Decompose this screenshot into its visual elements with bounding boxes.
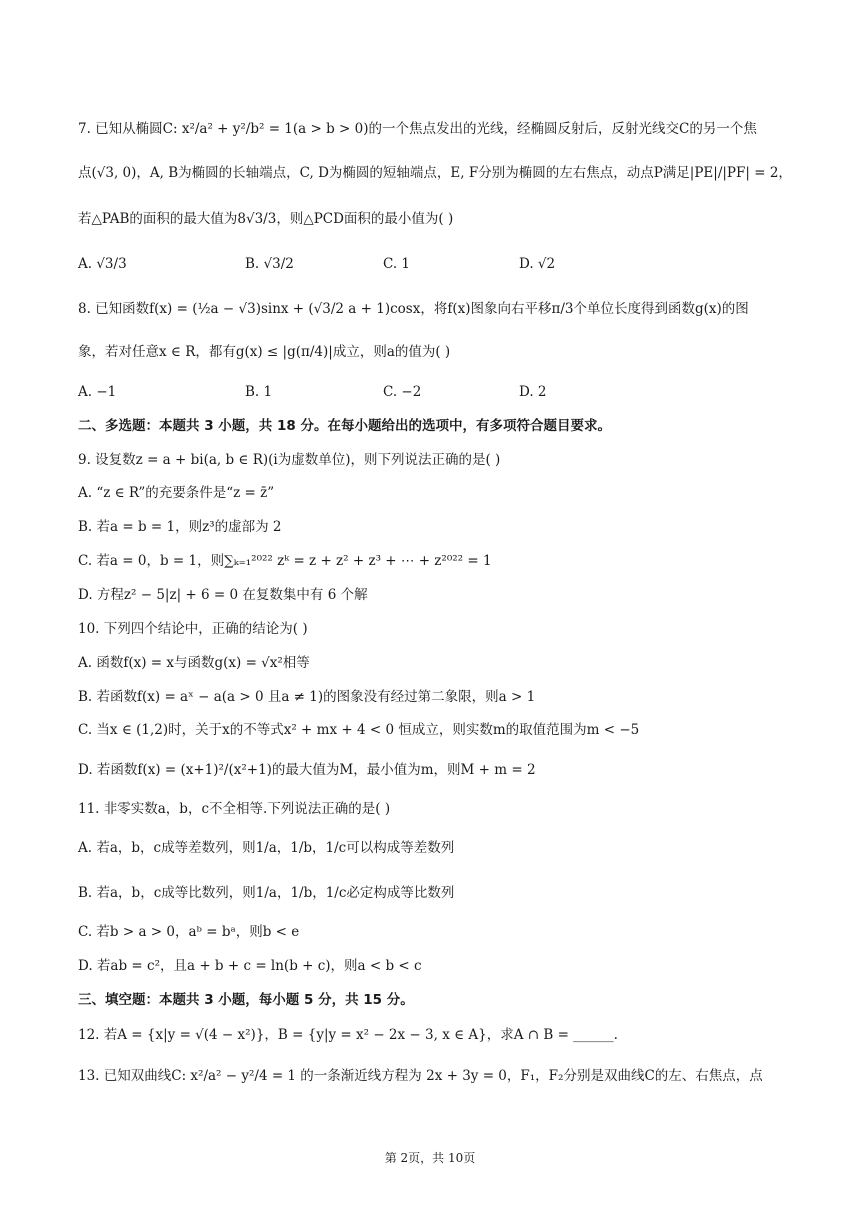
q10-stem: 10. 下列四个结论中，正确的结论为( ) xyxy=(78,621,308,637)
q10-option-a: A. 函数f(x) = x与函数g(x) = √x²相等 xyxy=(78,655,310,671)
q8-line-2: 象，若对任意x ∈ R，都有g(x) ≤ |g(π/4)|成立，则a的值为( ) xyxy=(78,344,451,360)
q7-option-c: C. 1 xyxy=(383,256,411,272)
q11-option-a: A. 若a，b，c成等差数列，则1/a，1/b，1/c可以构成等差数列 xyxy=(78,840,455,856)
q11-stem: 11. 非零实数a，b，c不全相等.下列说法正确的是( ) xyxy=(78,801,391,817)
q8-line-1: 8. 已知函数f(x) = (½a − √3)sinx + (√3/2 a + 1)cosx，将f(x)图象向右平移π/3个单位长度得到函数g(x)的图 xyxy=(78,301,749,317)
q8-option-a: A. −1 xyxy=(78,384,117,400)
q11-option-c: C. 若b > a > 0，aᵇ = bᵃ，则b < e xyxy=(78,924,300,940)
page-footer: 第 2页，共 10页 xyxy=(384,1151,476,1165)
section-3-heading: 三、填空题：本题共 3 小题，每小题 5 分，共 15 分。 xyxy=(78,992,414,1008)
q9-option-b: B. 若a = b = 1，则z³的虚部为 2 xyxy=(78,519,282,535)
q10-option-b: B. 若函数f(x) = aˣ − a(a > 0 且a ≠ 1)的图象没有经过第二象限，则a > 1 xyxy=(78,689,536,705)
q7-line-3: 若△PAB的面积的最大值为8√3/3，则△PCD面积的最小值为( ) xyxy=(78,211,454,227)
q8-option-d: D. 2 xyxy=(519,384,547,400)
q7-line-1: 7. 已知从椭圆C: x²/a² + y²/b² = 1(a > b > 0)的一个焦点发出的光线，经椭圆反射后，反射光线交C的另一个焦 xyxy=(78,121,757,137)
q13-line-1: 13. 已知双曲线C: x²/a² − y²/4 = 1 的一条渐近线方程为 2x + 3y = 0，F₁，F₂分别是双曲线C的左、右焦点，点 xyxy=(78,1068,763,1084)
q8-option-b: B. 1 xyxy=(245,384,273,400)
q11-option-d: D. 若ab = c²，且a + b + c = ln(b + c)，则a < b < c xyxy=(78,958,422,974)
q7-option-d: D. √2 xyxy=(519,256,556,272)
q7-option-b: B. √3/2 xyxy=(245,256,294,272)
q7-option-a: A. √3/3 xyxy=(78,256,127,272)
q7-line-2: 点(√3, 0)，A, B为椭圆的长轴端点，C, D为椭圆的短轴端点，E, F分别为椭圆的左右焦点，动点P满足|PE|/|PF| = 2， xyxy=(78,165,792,181)
q12-line: 12. 若A = {x|y = √(4 − x²)}，B = {y|y = x² − 2x − 3, x ∈ A}，求A ∩ B = ______. xyxy=(78,1027,618,1043)
q9-option-a: A. “z ∈ R”的充要条件是“z = z̄” xyxy=(78,485,275,501)
q9-stem: 9. 设复数z = a + bi(a, b ∈ R)(i为虚数单位)，则下列说法正确的是( ) xyxy=(78,452,501,468)
q10-option-c: C. 当x ∈ (1,2)时，关于x的不等式x² + mx + 4 < 0 恒成立，则实数m的取值范围为m < −5 xyxy=(78,722,640,738)
q9-option-c: C. 若a = 0，b = 1，则∑ₖ₌₁²⁰²² zᵏ = z + z² + z³ + ⋯ + z²⁰²² = 1 xyxy=(78,553,492,569)
section-2-heading: 二、多选题：本题共 3 小题，共 18 分。在每小题给出的选项中，有多项符合题目要求。 xyxy=(78,418,611,434)
q8-option-c: C. −2 xyxy=(383,384,422,400)
q10-option-d: D. 若函数f(x) = (x+1)²/(x²+1)的最大值为M，最小值为m，则M + m = 2 xyxy=(78,762,536,778)
q9-option-d: D. 方程z² − 5|z| + 6 = 0 在复数集中有 6 个解 xyxy=(78,587,368,603)
q11-option-b: B. 若a，b，c成等比数列，则1/a，1/b，1/c必定构成等比数列 xyxy=(78,885,455,901)
